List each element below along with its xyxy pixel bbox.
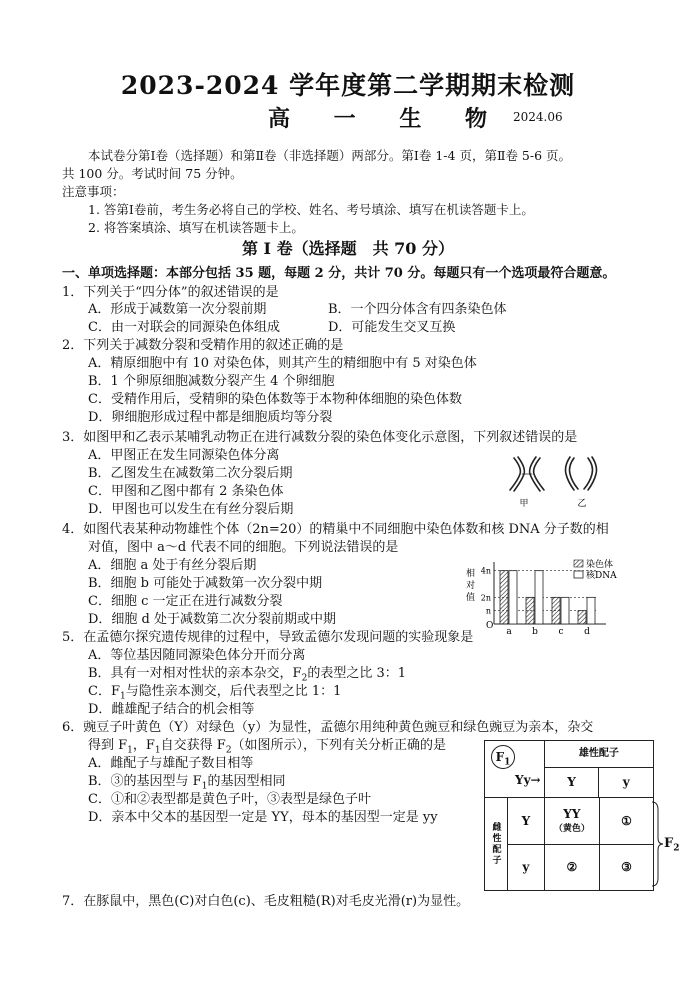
cell-YY: YY （黄色） (544, 798, 599, 845)
chromosome-figure (500, 452, 610, 510)
exam-date: 2024.06 (513, 110, 563, 124)
fig-label-jia: 甲 (519, 499, 529, 509)
cell-1: ① (599, 798, 653, 845)
male-gamete-block (544, 741, 653, 798)
male-gamete-y: y (622, 775, 630, 789)
chart-legend (574, 558, 617, 581)
q6-option-b: B．③的基因型与 $F_1$的基因型相同 (88, 774, 286, 792)
q5-stem: 5．在孟德尔探究遗传规律的过程中，导致孟德尔发现问题的实验现象是 (62, 630, 474, 645)
q3-option-a: A．甲图正在发生同源染色体分离 (88, 448, 280, 463)
chart-bars (500, 571, 595, 637)
chart-bar-a-chromosome (500, 571, 508, 624)
q5-option-d: D．雌雄配子结合的机会相等 (88, 702, 255, 717)
legend-swatch-chromosome (574, 560, 583, 567)
note-1: 1. 答第Ⅰ卷前，考生务必将自己的学校、姓名、考号填涂、填写在机读答题卡上。 (88, 202, 534, 217)
chart-bar-a-dna (509, 571, 517, 624)
chart-ytick-label: 2n (480, 593, 491, 603)
q3-option-c: C．甲图和乙图中都有 2 条染色体 (88, 484, 284, 499)
q5-option-c: C．$F_1$与隐性亲本测交，后代表型之比 1：1 (88, 684, 342, 702)
chart-bar-b-dna (535, 571, 543, 624)
q2-option-b: B．1 个卵原细胞减数分裂产生 4 个卵细胞 (88, 374, 335, 389)
q1-stem: 1．下列关于“四分体”的叙述错误的是 (62, 285, 279, 300)
male-gamete-Y: Y (545, 768, 600, 797)
q5-option-a: A．等位基因随同源染色体分开而分离 (88, 648, 306, 663)
q4-option-a: A．细胞 a 处于有丝分裂后期 (88, 558, 257, 573)
f2-brace (650, 800, 664, 888)
q4-stem-line-2: 对值，图中 a～d 代表不同的细胞。下列说法错误的是 (88, 540, 399, 555)
dna-chromosome-bar-chart (462, 558, 642, 637)
female-gamete-block (485, 798, 545, 891)
cell-2: ② (544, 844, 599, 891)
chart-bar-d-dna (587, 597, 595, 624)
q1-option-d: D．可能发生交叉互换 (328, 320, 456, 335)
exam-title: 2023-2024 学年度第二学期期末检测 (120, 71, 576, 100)
legend-swatch-dna (574, 571, 583, 578)
q3-option-d: D．甲图也可以发生在有丝分裂后期 (88, 502, 294, 517)
q1-option-c: C．由一对联会的同源染色体组成 (88, 320, 280, 335)
section-title: 第 Ⅰ 卷（选择题 共 70 分） (241, 239, 455, 258)
q4-option-b: B．细胞 b 可能处于减数第一次分裂中期 (88, 576, 323, 591)
intro-line-1: 本试卷分第Ⅰ卷（选择题）和第Ⅱ卷（非选择题）两部分。第Ⅰ卷 1-4 页，第Ⅱ卷 5-6 页。 (88, 148, 572, 163)
chart-ylabel-1: 相 (466, 569, 476, 579)
subject-title: 高 一 生 物 (268, 106, 505, 132)
q4-option-c: C．细胞 c 一定正在进行减数分裂 (88, 594, 283, 609)
chromosome-figure-yi (566, 457, 597, 490)
legend-chromosome: 染色体 (586, 560, 614, 570)
female-gamete-header: 雌性配子 (485, 798, 508, 890)
legend-dna: 核DNA (586, 571, 617, 581)
q2-option-c: C．受精作用后，受精卵的染色体数等于本物种体细胞的染色体数 (88, 392, 462, 407)
q1-option-b: B．一个四分体含有四条染色体 (328, 302, 507, 317)
chart-bar-b-chromosome (526, 597, 534, 624)
q6-option-a: A．雌配子与雄配子数目相等 (88, 756, 254, 771)
cell-3: ③ (599, 844, 653, 891)
q4-stem-line-1: 4．如图代表某种动物雄性个体（2n=20）的精巢中不同细胞中染色体数和核 DNA 分子数的相 (62, 522, 609, 537)
notes-title: 注意事项： (62, 184, 125, 199)
q3-stem: 3．如图甲和乙表示某哺乳动物正在进行减数分裂的染色体变化示意图，下列叙述错误的是 (62, 430, 578, 445)
chart-origin-label: O (486, 621, 494, 631)
q6-option-d: D．亲本中父本的基因型一定是 YY，母本的基因型一定是 yy (88, 810, 438, 825)
q2-option-d: D．卵细胞形成过程中都是细胞质均等分裂 (88, 410, 333, 425)
chart-ylabel-3: 值 (466, 593, 476, 603)
note-2: 2. 将答案填涂、填写在机读答题卡上。 (88, 220, 304, 235)
chart-ytick-label: n (485, 606, 491, 616)
chart-xtick-label: d (584, 627, 590, 637)
punnett-corner (485, 741, 545, 798)
chromosome-figure-jia (510, 457, 544, 491)
f1-circle: $F_1$ (491, 745, 515, 769)
q2-stem: 2．下列关于减数分裂和受精作用的叙述正确的是 (62, 338, 344, 353)
q1-option-a: A．形成于减数第一次分裂前期 (88, 302, 267, 317)
chart-ytick-label: 4n (480, 566, 491, 576)
q6-stem-line-2: 得到 $F_1$，$F_1$自交获得 $F_2$（如图所示），下列有关分析正确的是 (88, 738, 447, 756)
female-gamete-y: y (522, 860, 530, 875)
q6-option-c: C．①和②表型都是黄色子叶，③表型是绿色子叶 (88, 792, 371, 807)
punnett-square (484, 740, 684, 888)
chart-bar-c-dna (561, 597, 569, 624)
chart-ylabel-2: 对 (466, 581, 476, 591)
q5-option-b: B．具有一对相对性状的亲本杂交，$F_2$的表型之比 3：1 (88, 666, 406, 684)
q2-option-a: A．精原细胞中有 10 对染色体，则其产生的精细胞中有 5 对染色体 (88, 356, 477, 371)
chart-bar-d-chromosome (578, 611, 586, 624)
intro-line-2: 共 100 分。考试时间 75 分钟。 (62, 166, 243, 181)
fig-label-yi: 乙 (577, 499, 587, 509)
q6-stem-line-1: 6．豌豆子叶黄色（Y）对绿色（y）为显性，孟德尔用纯种黄色豌豆和绿色豌豆为亲本，杂交 (62, 720, 594, 735)
q4-option-d: D．细胞 d 处于减数第二次分裂前期或中期 (88, 612, 337, 627)
chart-xtick-label: b (532, 627, 538, 637)
chart-xtick-label: a (506, 627, 512, 637)
yy-parent-label: Yy→ (515, 773, 541, 787)
section-instruction: 一、单项选择题：本部分包括 35 题，每题 2 分，共计 70 分。每题只有一个选项最符合题意。 (62, 266, 616, 281)
chart-bar-c-chromosome (552, 597, 560, 624)
female-gamete-Y: Y (508, 798, 544, 845)
chart-xtick-label: c (558, 627, 564, 637)
q3-option-b: B．乙图发生在减数第二次分裂后期 (88, 466, 293, 481)
f2-label: $F_2$ (664, 836, 680, 854)
male-gamete-header: 雄性配子 (545, 741, 653, 768)
q7-stem: 7．在豚鼠中，黑色(C)对白色(c)、毛皮粗糙(R)对毛皮光滑(r)为显性。 (62, 894, 470, 909)
